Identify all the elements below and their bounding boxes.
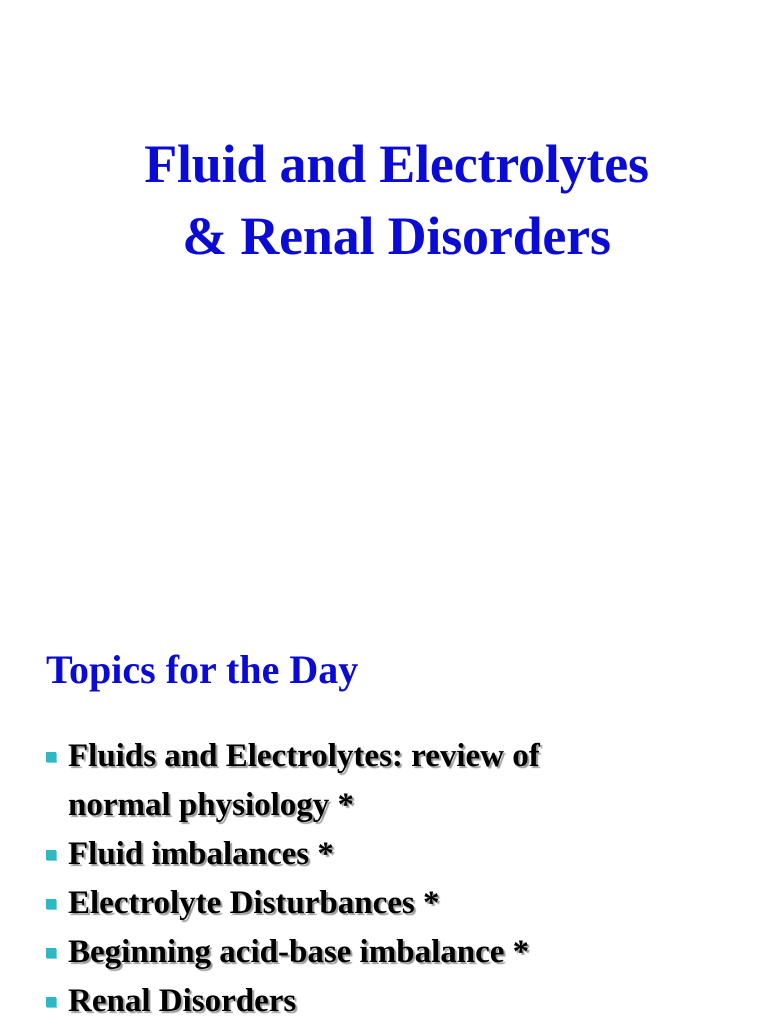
topic-item-text: Beginning acid-base imbalance * [68,934,530,970]
topic-item [46,977,540,1024]
slide-title [0,128,768,272]
square-bullet-icon [46,850,56,860]
topic-item-text: Fluid imbalances * [68,836,334,872]
topic-item-text: Electrolyte Disturbances * [68,885,440,921]
topic-item [46,928,540,977]
topic-item [46,830,540,879]
topics-list [46,732,540,1024]
square-bullet-icon [46,752,56,762]
topic-item-text-line-1: Fluids and Electrolytes: review of [68,738,540,774]
slide-title-line-1: Fluid and Electrolytes [144,134,649,194]
square-bullet-icon [46,948,56,958]
square-bullet-icon [46,997,56,1007]
topics-slide [0,600,768,1024]
topics-heading: Topics for the Day [46,647,359,692]
topic-item [46,879,540,928]
topic-item [46,732,540,830]
topic-item-text: Renal Disorders [68,983,297,1019]
topic-item-text-line-2: normal physiology * [68,787,355,823]
slide-title-line-2: & Renal Disorders [182,206,611,266]
square-bullet-icon [46,899,56,909]
